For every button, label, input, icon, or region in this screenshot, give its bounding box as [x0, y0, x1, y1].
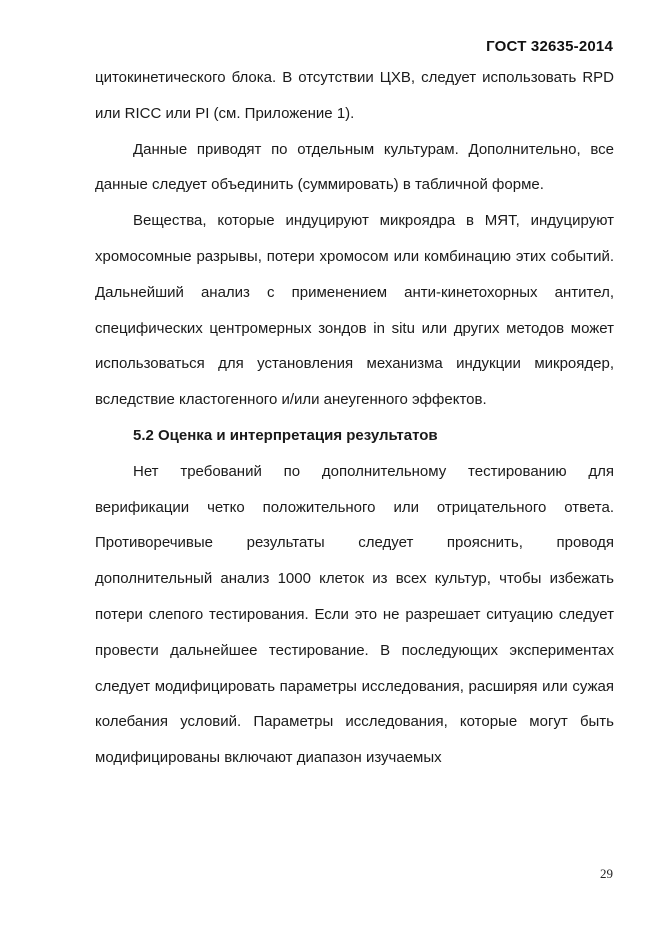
document-code-header: ГОСТ 32635-2014: [486, 38, 613, 55]
section-heading: 5.2 Оценка и интерпретация результатов: [133, 426, 438, 444]
document-body: [95, 60, 614, 776]
paragraph-continuation: цитокинетического блока. В отсутствии ЦХВ, следует использовать RPD или RICC или PI (см. Приложение 1).: [95, 69, 614, 122]
page-number: 29: [600, 866, 613, 881]
paragraph-data-reporting: Данные приводят по отдельным культурам. Дополнительно, все данные следует объединить (суммировать) в табличной форме.: [95, 140, 614, 194]
paragraph-micronuclei-mechanism: Вещества, которые индуцируют микроядра в МЯТ, индуцируют хромосомные разрывы, потери хромосом или комбинацию этих событий. Дальнейший анализ с применением анти-кинетохорных антител, специфических центромерных зондов in situ или других методов может использоваться для установления механизма индукции микроядер, вследствие кластогенного и/или анеугенного эффектов.: [95, 212, 614, 409]
paragraph-evaluation: Нет требований по дополнительному тестированию для верификации четко положительного или отрицательного ответа. Противоречивые результаты следует прояснить, проводя дополнительный анализ 1000 клеток из всех культур, чтобы избежать потери слепого тестирования. Если это не разрешает ситуацию следует провести дальнейшее тестирование. В последующих экспериментах следует модифицировать параметры исследования, расширяя или сужая колебания условий. Параметры исследования, которые могут быть модифицированы включают диапазон изучаемых: [95, 462, 614, 767]
